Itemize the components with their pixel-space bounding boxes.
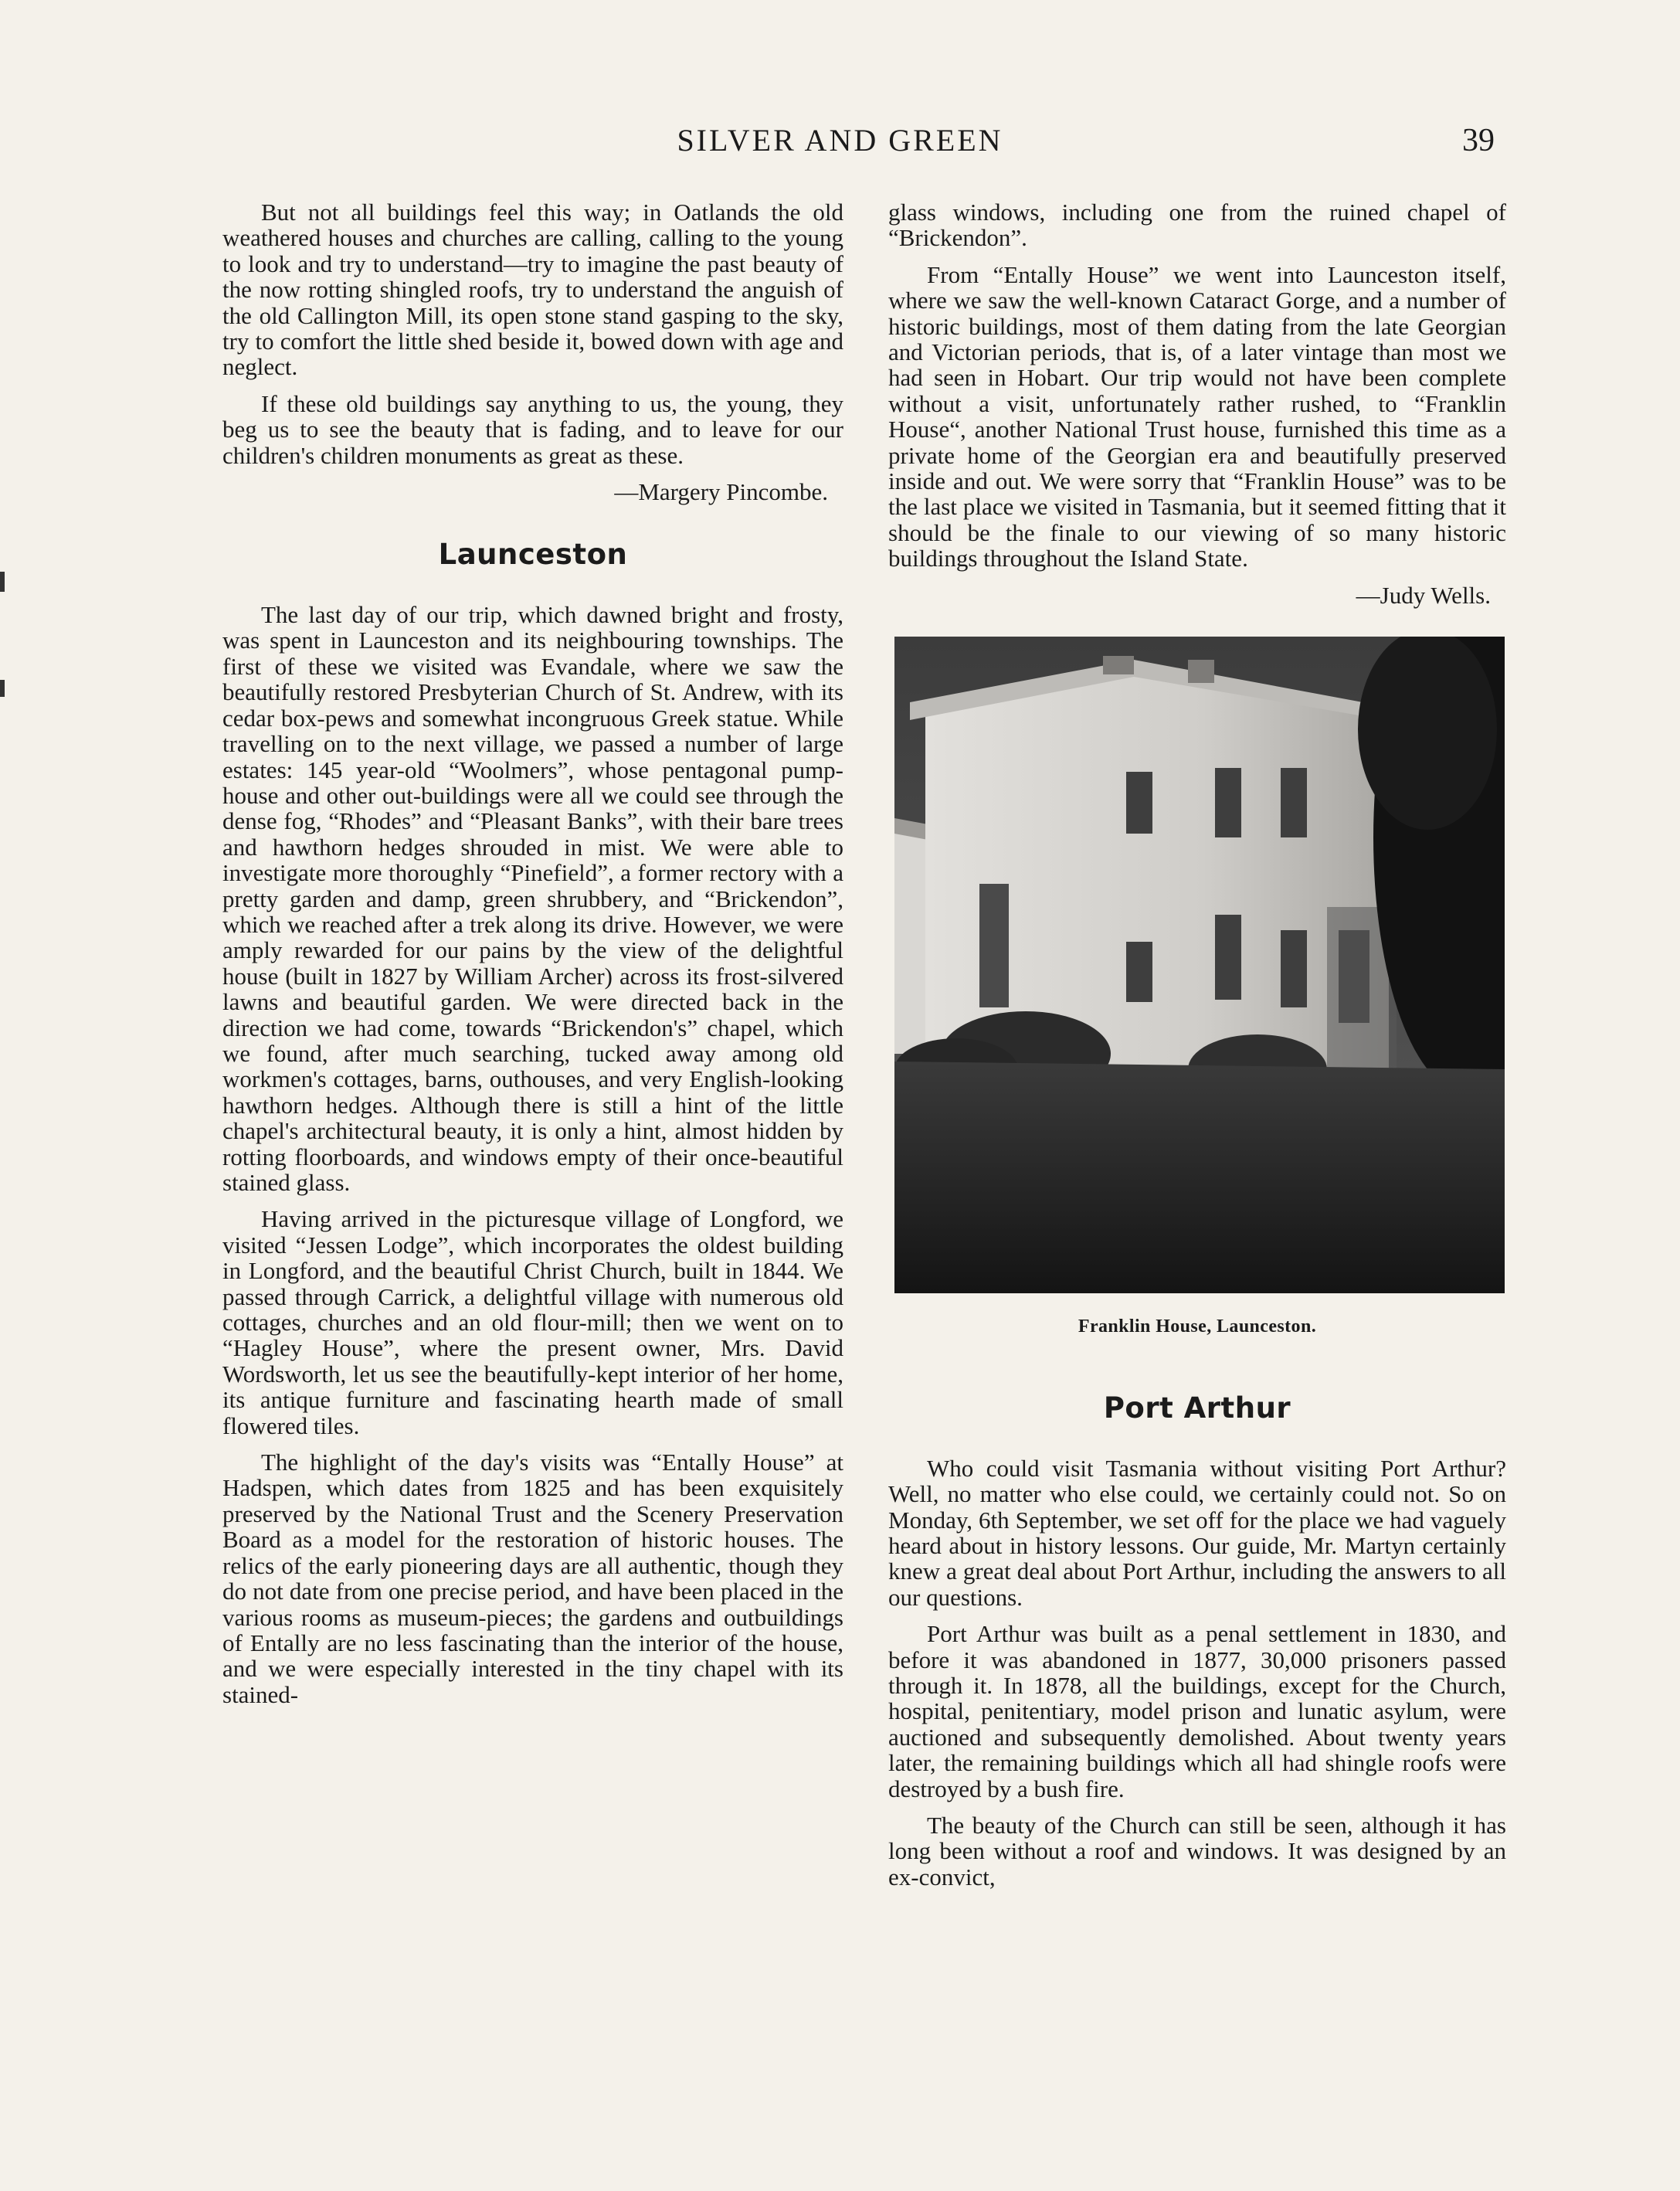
intro-paragraph: But not all buildings feel this way; in Oatlands the old weathered houses and churches are calling, calling to the young to look and try to understand—try to imagine the past beauty of the now rotting shingled roofs, try to understand the anguish of the old Callington Mill, its open stone stand gasping to the sky, try to comfort the little shed beside it, bowed down with age and neglect. [222,199,843,381]
journal-title: SILVER AND GREEN [677,123,1003,158]
house-photograph-graphic [894,637,1505,1293]
body-paragraph: From “Entally House” we went into Launceston itself, where we saw the well-known Cataract Gorge, and a number of historic buildings, most of them dating from the late Georgian and Victorian periods, that is, of a later vintage than most we had seen in Hobart. Our trip would not have been complete without a visit, unfortunately rather rushed, to “Franklin House“, another National Trust house, furnished this time as a private home of the Georgian era and beautifully preserved inside and out. We were sorry that “Franklin House” was to be the last place we visited in Tasmania, but it seemed fitting that it should be the finale to our viewing of so many historic buildings throughout the Island State. [888,260,1506,572]
intro-author: —Margery Pincombe. [614,478,828,506]
right-column [888,199,1506,1901]
body-paragraph: Port Arthur was built as a penal settlement in 1830, and before it was abandoned in 1877, 30,000 prisoners passed through it. In 1878, all the buildings, except for the Church, hospital, penitentiary, model prison and lunatic asylum, were auctioned and subsequently demolished. About twenty years later, the remaining buildings which all had shingle roofs were destroyed by a bush fire. [888,1620,1506,1802]
intro-paragraph: If these old buildings say anything to us, the young, they beg us to see the beauty that is fading, and to leave for our children's children monuments as great as these. [222,389,843,469]
article-author: —Judy Wells. [1356,581,1491,609]
binding-mark [0,680,5,697]
body-paragraph: Who could visit Tasmania without visiting Port Arthur? Well, no matter who else could, we certainly could not. So on Monday, 6th September, we set off for the place we had vaguely heard about in history lessons. Our guide, Mr. Martyn certainly knew a great deal about Port Arthur, including the answers to all our questions. [888,1454,1506,1611]
left-column [222,199,843,1718]
body-paragraph: The last day of our trip, which dawned bright and frosty, was spent in Launceston and its neighbouring townships. The first of these we visited was Evandale, where we saw the beautifully restored Presbyterian Church of St. Andrew, with its cedar box-pews and somewhat incongruous Greek statue. While travelling on to the next village, we passed a number of large estates: 145 year-old “Woolmers”, whose pentagonal pump-house and other out-buildings were all we could see through the dense fog, “Rhodes” and “Pleasant Banks”, with their bare trees and hawthorn hedges shrouded in mist. We were able to investigate more thoroughly “Pinefield”, a former rectory with a pretty garden and damp, green shrubbery, and “Brickendon”, which we reached after a trek along its drive. However, we were amply rewarded for our pains by the view of the delightful house (built in 1827 by William Archer) across its frost-silvered lawns and beautiful garden. We were directed back in the direction we had come, towards “Brickendon's” chapel, which we found, after much searching, tucked away among old workmen's cottages, barns, outhouses, and very English-looking hawthorn hedges. Although there is still a hint of the little chapel's architectural beauty, it is only a hint, almost hidden by rotting floorboards, and windows empty of their once-beautiful stained glass. [222,601,843,1196]
continued-paragraph: glass windows, including one from the ruined chapel of “Brickendon”. [888,199,1506,252]
page-number: 39 [1462,123,1495,158]
running-header [0,122,1680,161]
photo-caption: Franklin House, Launceston. [1078,1316,1317,1337]
body-paragraph: Having arrived in the picturesque village of Longford, we visited “Jessen Lodge”, which incorporates the oldest building in Longford, and the beautiful Christ Church, built in 1844. We passed through Carrick, a delightful village with numerous old cottages, churches and an old flour-mill; then we went on to “Hagley House”, where the present owner, Mrs. David Wordsworth, let us see the beautifully-kept interior of her home, its antique furniture and fascinating hearth made of small flowered tiles. [222,1205,843,1439]
franklin-house-photo [894,637,1505,1293]
body-paragraph: The highlight of the day's visits was “Entally House” at Hadspen, which dates from 1825 and has been exquisitely preserved by the National Trust and the Scenery Preservation Board as a model for the restoration of historic houses. The relics of the early pioneering days are all authentic, though they do not date from one precise period, and have been placed in the various rooms as museum-pieces; the gardens and outbuildings of Entally are no less fascinating than the interior of the house, and we were especially interested in the tiny chapel with its stained- [222,1449,843,1708]
section-heading-port-arthur: Port Arthur [1103,1391,1291,1425]
section-heading-launceston: Launceston [438,538,628,572]
binding-mark [0,572,5,592]
body-paragraph: The beauty of the Church can still be seen, although it has long been without a roof and windows. It was designed by an ex-convict, [888,1811,1506,1890]
